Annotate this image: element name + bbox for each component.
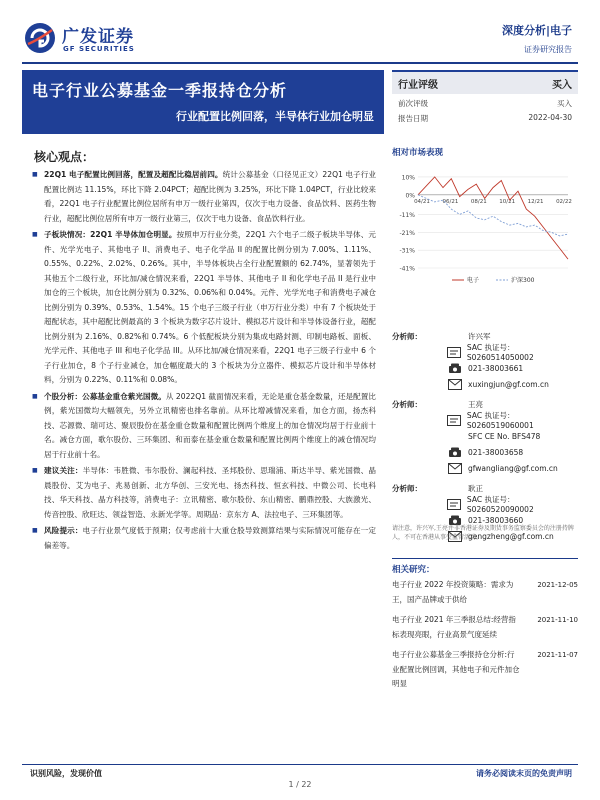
- analyst-cert: SAC 执证号：S0260519060001: [466, 411, 534, 430]
- related-list: [392, 578, 578, 698]
- report-type: 深度分析|电子: [501, 24, 572, 37]
- report-date-label: 报告日期: [398, 114, 428, 123]
- chart-y-tick-label: -41%: [399, 265, 415, 273]
- core-para-lead: 子板块情况：22Q1 半导体加仓明显。: [44, 230, 177, 239]
- chart-series-line-0: [418, 177, 568, 259]
- chart-x-tick-label: 12/21: [527, 198, 544, 205]
- analyst-block: [392, 328, 578, 392]
- analyst-cert-row: [392, 412, 578, 428]
- market-title: 相对市场表现: [392, 148, 444, 158]
- logo-cn: 广发证券: [62, 27, 134, 47]
- report-date-value: 2022-04-30: [528, 113, 572, 122]
- chart-x-tick-label: 06/21: [442, 198, 459, 205]
- logo-en: GF SECURITIES: [63, 45, 135, 53]
- analyst-name: 耿正: [468, 483, 483, 493]
- related-item[interactable]: [392, 613, 578, 642]
- title-banner: [22, 70, 384, 134]
- analyst-cert2-row: [392, 428, 578, 444]
- analyst-block: [392, 396, 578, 476]
- core-para-lead: 建议关注：: [44, 466, 83, 475]
- related-name[interactable]: 电子行业公募基金三季报持仓分析:行业配置比例回调，其他电子和元件加仓明显: [392, 650, 520, 688]
- analyst-email-row[interactable]: [392, 460, 578, 476]
- analyst-list: [392, 328, 578, 548]
- footer-disclaimer: 请务必阅读末页的免责声明: [476, 769, 572, 778]
- rating-value: 买入: [552, 79, 572, 91]
- analyst-label: 分析师：: [392, 331, 422, 341]
- analyst-phone: 021-38003661: [468, 363, 524, 373]
- chart-y-tick-label: -21%: [399, 229, 415, 237]
- relative-performance-chart: [392, 160, 578, 286]
- gf-logo: [22, 18, 162, 58]
- email-icon: [448, 463, 462, 474]
- report-sub: 证券研究报告: [524, 45, 572, 54]
- related-date: 2021-11-10: [537, 616, 578, 624]
- email-icon: [448, 379, 462, 390]
- core-para-lead: 个股分析：公募基金重仓紫光国微。: [44, 391, 166, 401]
- core-para-lead: 22Q1 电子配置比例回落，配置及超配比稳居前四。: [44, 170, 223, 179]
- certificate-icon: [447, 415, 461, 426]
- header-meta: [502, 22, 572, 55]
- core-para: [44, 228, 376, 388]
- core-para: [44, 168, 376, 226]
- related-item[interactable]: [392, 578, 578, 607]
- report-subtitle: 行业配置比例回落，半导体行业加仓明显: [176, 110, 374, 123]
- chart-x-tick-label: 02/22: [556, 198, 572, 205]
- report-date-row: [392, 109, 578, 124]
- core-para-text: 从 2022Q1 截面情况来看，无论是重仓基金数量，还是配置比例，紫光国微均大幅领先，另外立讯精密也排名靠前。从环比增减情况来看，加仓方面，扬杰科技、芯源微、瑞可达、聚辰股份在基金重仓数量和配置比例两个维度上的加仓情况均居于行业前十名。减仓方面，歌尔股份、三环集团、和而泰在基金重仓数量和配置比例两个维度上的减仓情况均居于行业前十名。: [44, 391, 376, 459]
- analyst-email[interactable]: gfwangliang@gf.com.cn: [468, 463, 558, 473]
- chart-y-tick-label: 10%: [401, 174, 415, 182]
- footer-divider: [22, 764, 578, 765]
- chart-y-tick-label: 0%: [405, 192, 415, 200]
- chart-x-tick-label: 08/21: [470, 198, 487, 205]
- rating-header: [392, 70, 578, 94]
- chart-y-tick-label: -31%: [399, 247, 415, 255]
- analyst-phone: 021-38003658: [468, 447, 524, 457]
- chart-x-tick-label: 10/21: [499, 198, 516, 205]
- analyst-phone-row: [392, 360, 578, 376]
- certificate-icon: [447, 347, 461, 358]
- related-title: 相关研究：: [392, 558, 578, 575]
- analyst-phone-row: [392, 444, 578, 460]
- analyst-cert-row: [392, 344, 578, 360]
- rating-label: 行业评级: [398, 79, 438, 91]
- legend-label-electronics: 电子: [467, 277, 480, 284]
- footer-slogan: 识别风险，发现价值: [30, 769, 102, 778]
- analyst-cert2: SFC CE No. BFS478: [468, 431, 541, 441]
- chart-x-tick-label: 04/21: [414, 198, 430, 205]
- prev-rating-value: 买入: [557, 99, 572, 108]
- header-divider: [22, 62, 578, 64]
- analyst-email[interactable]: gengzheng@gf.com.cn: [468, 531, 554, 541]
- core-view-title: 核心观点：: [34, 150, 95, 164]
- related-name[interactable]: 电子行业 2022 年投资策略：需求为王，国产品牌或于供给: [392, 580, 514, 604]
- analyst-cert: SAC 执证号：S0260514050002: [466, 343, 534, 362]
- analyst-name: 许兴军: [468, 331, 491, 341]
- analyst-label: 分析师：: [392, 399, 422, 409]
- analyst-email-row[interactable]: [392, 376, 578, 392]
- prev-rating-row: [392, 94, 578, 109]
- core-para-text: 按照申万行业分类，22Q1 六个电子二级子板块半导体、元件、光学光电子、其他电子 II、消费电子、电子化学品 II 的配置比例分别为 7.00%、1.11%、0.55%、0.22%、2.02%、0.26%。其中，半导体板块占全行业配置额的 62.74%，显著领先于其他五个二级行业，环比加/减仓情况来看，22Q1 半导体、其他电子 II 和化学电子品 II 是行业中加仓的三个板块，加仓比例分别为 0.32%、0.06%和 0.04%。元件、光学光电子和消费电子减仓比例分别为 0.39%、0.53%、1.54%。15 个电子三级子行业（申万行业分类）中有 7 个板块处于超配状态，其中超配比例最高的 3 个板块为数字芯片设计、模拟芯片设计和半导体设备行业，超配比例分别为 2.16%、0.82%和 0.74%。6 个低配板块分别为集成电路封测、印制电路板、面板、光学元件、其他电子 III 和电子化学品 III。从环比加/减仓情况来看，22Q1 电子三级子行业中 6 个子行业加仓，8 个子行业减仓，加仓幅度最大的 3 个板块为分立器件、模拟芯片设计和半导体材料，分别为 0.22%、0.11%和 0.08%。: [44, 230, 376, 384]
- page-number: 1 / 22: [288, 780, 312, 789]
- core-para-lead: 风险提示：: [44, 526, 83, 535]
- phone-icon: [448, 447, 462, 458]
- related-date: 2021-12-05: [537, 581, 578, 589]
- related-item[interactable]: [392, 648, 578, 692]
- core-para-text: 电子行业景气度低于预期；仅考虑前十大重仓股导致测算结果与实际情况可能存在一定偏差等。: [44, 526, 377, 550]
- certificate-icon: [447, 499, 461, 510]
- core-para: [44, 390, 376, 463]
- analyst-label: 分析师：: [392, 483, 422, 493]
- rating-box: [392, 70, 578, 124]
- core-para-text: 半导体：韦胜微、韦尔股份、澜起科技、圣邦股份、思瑞浦、斯达半导、紫光国微、晶晨股份、艾为电子、兆易创新、北方华创、三安光电、扬杰科技、恒玄科技、中微公司、长电科技、华天科技、晶方科技等，消费电子：立讯精密、歌尔股份、东山精密、鹏鼎控股、大族激光、传音控股、欣旺达、领益智造、永新光学等。周期品：京东方 A、法拉电子、三环集团等。: [44, 466, 377, 519]
- legend-label-hs300: 沪深300: [511, 277, 535, 284]
- related-name[interactable]: 电子行业 2021 年三季报总结:经营指标表现亮眼，行业高景气度延续: [392, 615, 516, 639]
- analyst-cert-row: [392, 496, 578, 512]
- analyst-name: 王亮: [468, 399, 483, 409]
- analyst-disclaimer: 请注意，许兴军,王亮并非香港证券及期货事务监察委员会的注册持牌人，不可在香港从事受监管活动。: [392, 525, 574, 541]
- core-para: [44, 464, 376, 522]
- phone-icon: [448, 363, 462, 374]
- prev-rating-label: 前次评级: [398, 99, 428, 108]
- analyst-email[interactable]: xuxingjun@gf.com.cn: [468, 379, 549, 389]
- analyst-phone: 021-38003660: [468, 515, 524, 525]
- core-para: [44, 524, 376, 553]
- analyst-cert: SAC 执证号：S0260520090002: [466, 495, 534, 514]
- core-para-text: 统计公募基金（口径见正文）22Q1 电子行业配置比例达 11.15%，环比下降 2.04PCT；超配比例为 3.25%，环比下降 1.04PCT，行业比较来看，22Q1 电子行业配置比例位居所有申万一级行业第四，仅次于电力设备、食品饮料、医药生物行业，超配比例位居所有申万一级行业第三，仅次于电力设备、食品饮料行业。: [44, 170, 376, 223]
- core-view-body: [44, 168, 376, 555]
- report-title: 电子行业公募基金一季报持仓分析: [32, 81, 288, 100]
- related-date: 2021-11-07: [537, 651, 578, 659]
- chart-y-tick-label: -11%: [399, 211, 415, 219]
